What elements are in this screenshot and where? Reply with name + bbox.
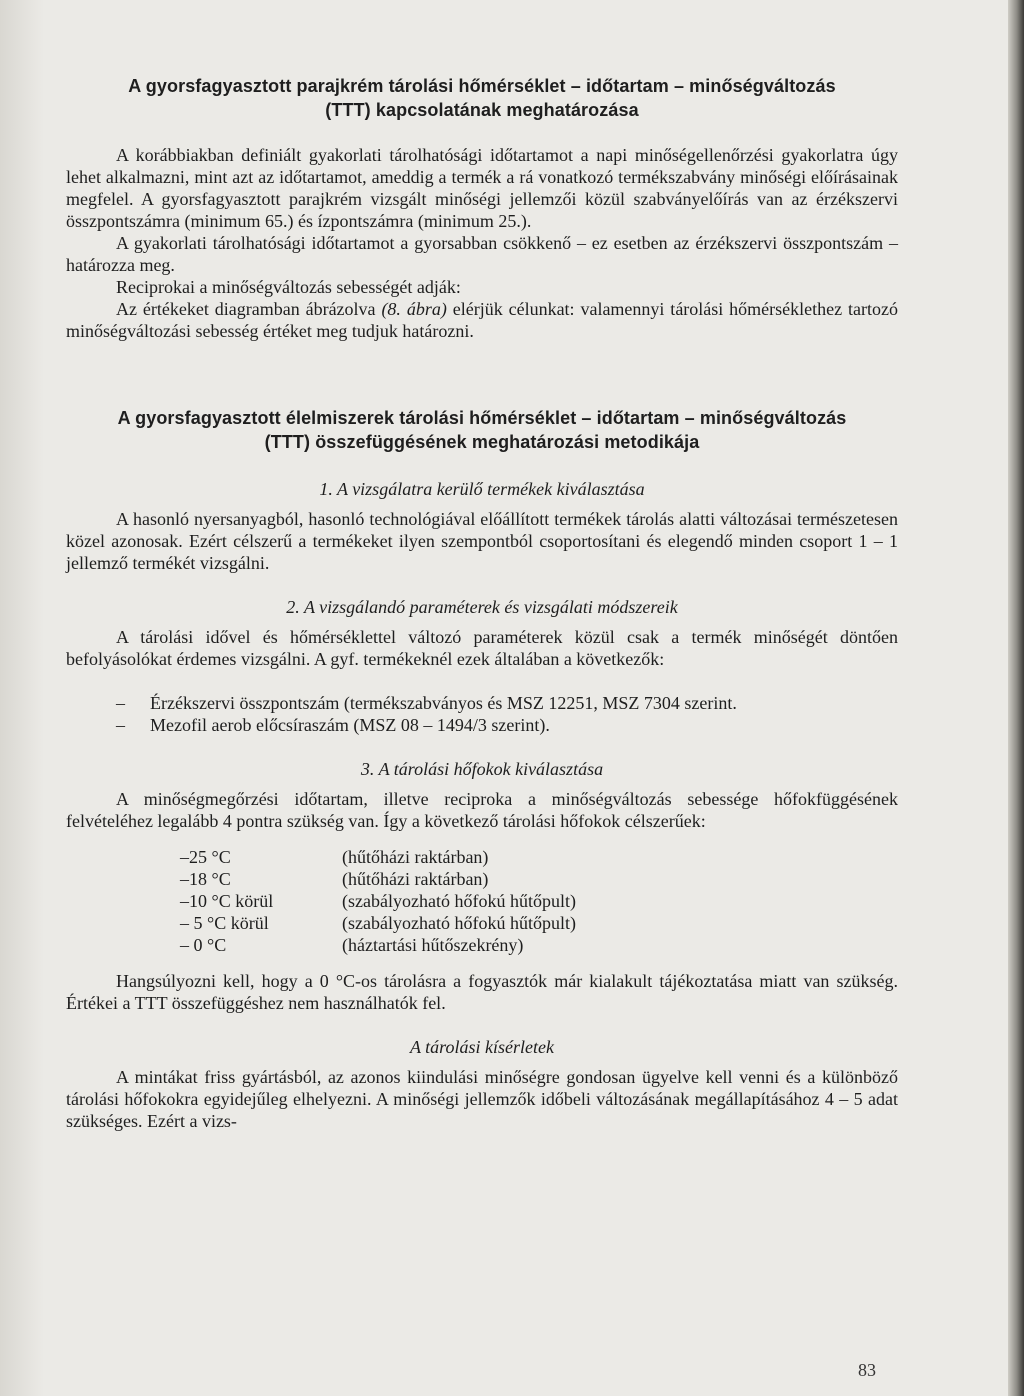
table-row [180, 934, 576, 956]
list-item-text: Mezofil aerob előcsíraszám (MSZ 08 – 1494/3 szerint). [150, 715, 550, 735]
subsection-3-heading: 3. A tárolási hőfokok kiválasztása [360, 759, 604, 779]
p4-text-after: elérjük célunkat: valamennyi tárolási hőmérséklethez tartozó minőségváltozási sebesség értéket meg tudjuk határozni. [66, 299, 898, 341]
temperature-cell: – 5 °C körül [180, 913, 269, 933]
section1-title-line1: A gyorsfagyasztott parajkrém tárolási hőmérséklet – időtartam – minőségváltozás [128, 76, 836, 96]
storage-experiments-paragraph: A mintákat friss gyártásból, az azonos kiindulási minőségre gondosan ügyelve kell venni és a különböző tárolási hőfokokra egyidejűleg elhelyezni. A minőségi jellemzők időbeli változásának megállapításához 4 – 5 adat szükséges. Ezért a vizs- [66, 1067, 898, 1131]
subsection-1-heading: 1. A vizsgálatra kerülő termékek kiválasztása [319, 479, 645, 499]
page-content [66, 74, 898, 1132]
section1-paragraph-2: A gyakorlati tárolhatósági időtartamot a gyorsabban csökkenő – ez esetben az érzékszervi összpontszám – határozza meg. [66, 233, 898, 275]
p4-text-before: Az értékeket diagramban ábrázolva [116, 299, 382, 319]
section1-paragraph-1: A korábbiakban definiált gyakorlati tárolhatósági időtartamot a napi minőségellenőrzési gyakorlatra úgy lehet alkalmazni, mint azt az időtartamot, ameddig a termék a rá vonatkozó termékszabvány minőségi előírásainak megfelel. A gyorsfagyasztott parajkrém vizsgált minőségi jellemzői közül szabványelőírás van az érzékszervi összpontszámra (minimum 65.) és ízpontszámra (minimum 25.). [66, 145, 898, 231]
section2-title-line1: A gyorsfagyasztott élelmiszerek tárolási hőmérséklet – időtartam – minőségváltozás [117, 408, 847, 428]
figure-reference: (8. ábra) [381, 299, 447, 319]
temperature-cell: –18 °C [180, 869, 231, 889]
temperature-cell: – 0 °C [180, 935, 227, 955]
list-dash: – [116, 715, 125, 735]
scan-left-edge [0, 0, 44, 1396]
section1-title-line2: (TTT) kapcsolatának meghatározása [325, 100, 639, 120]
list-dash: – [116, 693, 125, 713]
list-item [66, 714, 898, 736]
note-paragraph: Hangsúlyozni kell, hogy a 0 °C-os tárolásra a fogyasztók már kialakult tájékoztatása miatt van szükség. Értékei a TTT összefüggéshez nem használhatók fel. [66, 971, 898, 1013]
section2-title [66, 406, 898, 454]
subsection-1-paragraph: A hasonló nyersanyagból, hasonló technológiával előállított termékek tárolás alatti változásai természetesen közel azonosak. Ezért célszerű a termékeket ilyen szempontból csoportosítani és elegendő minden csoport 1 – 1 jellemző termékét vizsgálni. [66, 509, 898, 573]
location-cell: (hűtőházi raktárban) [342, 869, 489, 889]
subsection-3-paragraph: A minőségmegőrzési időtartam, illetve reciproka a minőségváltozás sebessége hőfokfüggésének felvételéhez legalább 4 pontra szükség van. Így a következő tárolási hőfokok célszerűek: [66, 789, 898, 831]
list-item-text: Érzékszervi összpontszám (termékszabványos és MSZ 12251, MSZ 7304 szerint. [150, 693, 737, 713]
location-cell: (hűtőházi raktárban) [342, 847, 489, 867]
storage-experiments-heading: A tárolási kísérletek [410, 1037, 554, 1057]
temperature-cell: –10 °C körül [180, 891, 274, 911]
section1-paragraph-3: Reciprokai a minőségváltozás sebességét adják: [116, 277, 461, 297]
subsection-2-heading: 2. A vizsgálandó paraméterek és vizsgálati módszereik [286, 597, 678, 617]
list-item [66, 692, 898, 714]
table-row [180, 912, 576, 934]
temperature-cell: –25 °C [180, 847, 231, 867]
table-row [180, 868, 576, 890]
page-number: 83 [858, 1360, 876, 1380]
section1-title [66, 74, 898, 122]
location-cell: (szabályozható hőfokú hűtőpult) [342, 891, 576, 911]
table-row [180, 846, 576, 868]
storage-temperature-table [180, 846, 576, 956]
location-cell: (szabályozható hőfokú hűtőpult) [342, 913, 576, 933]
location-cell: (háztartási hűtőszekrény) [342, 935, 524, 955]
section1-paragraph-4 [66, 298, 898, 342]
subsection-2-paragraph: A tárolási idővel és hőmérséklettel változó paraméterek közül csak a termék minőségét döntően befolyásolókat érdemes vizsgálni. A gyf. termékeknél ezek általában a következők: [66, 627, 898, 669]
scan-right-edge [1008, 0, 1024, 1396]
table-row [180, 890, 576, 912]
section2-title-line2: (TTT) összefüggésének meghatározási metodikája [264, 432, 700, 452]
